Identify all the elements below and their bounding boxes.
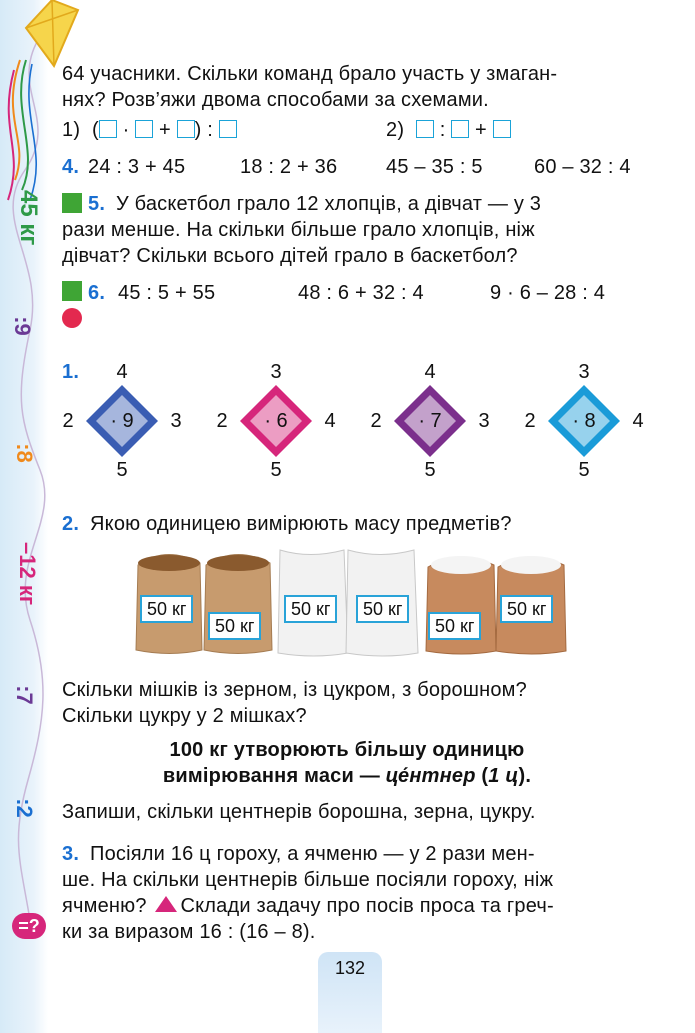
blank-box [177,120,195,138]
sidebar-label-45kg: 45 кг [15,190,42,246]
sidebar-label-div9: :9 [9,316,35,336]
diamond-bottom-number: 5 [270,459,282,481]
level-square-green [62,281,82,301]
rule-text: вимірювання маси — [162,765,386,787]
sidebar-label-div7: :7 [11,685,37,705]
rule-term-unit: 1 ц [488,765,519,787]
diamond-top-number: 3 [578,361,590,383]
diamond-bottom-number: 5 [578,459,590,481]
diamond-right-number: 4 [324,410,336,432]
diamond-left-number: 2 [524,410,536,432]
task5-line1: У баскетбол грало 12 хлопців, а дівчат — у 3 [116,193,542,215]
diamond-left-number: 2 [216,410,228,432]
task6-expr-1: 45 : 5 + 55 [118,282,216,304]
sidebar-label-minus12kg: –12 кг [15,542,40,605]
scheme-1: 1) ( · + ) : [62,118,237,143]
bags-question-line1: Скільки мішків із зерном, із цукром, з борошном? [62,679,527,701]
task3-line4: ки за виразом 16 : (16 – 8). [62,921,316,943]
sidebar-label-div8: :8 [11,443,37,463]
bag-mass-label: 50 кг [356,595,409,623]
rule-line2 [62,764,632,789]
scheme-1-label: 1) [62,119,81,141]
level-circle-red [62,308,82,328]
task6-expr-2: 48 : 6 + 32 : 4 [298,282,424,304]
blank-box [416,120,434,138]
blank-box [135,120,153,138]
task3-line1: Посіяли 16 ц гороху, а ячменю — у 2 рази мен- [90,843,535,865]
write-instruction: Запиши, скільки центнерів борошна, зерна, цукру. [62,801,536,823]
blank-box [493,120,511,138]
task6-number: 6. [88,282,106,304]
diamond-bottom-number: 5 [116,459,128,481]
task3-line3 [62,894,554,919]
task4-expr-4: 60 – 32 : 4 [534,156,631,178]
task4-expr-3: 45 – 35 : 5 [386,156,483,178]
task3-line3-start: ячменю? [62,895,147,917]
diamond-center-operation: · 9 [110,410,134,432]
diamond-right-number: 3 [170,410,182,432]
level-square-green [62,193,82,213]
intro-line1: 64 учасники. Скільки команд брало участь у змаган- [62,63,558,85]
diamond-bottom-number: 5 [424,459,436,481]
scheme-2-label: 2) [386,119,405,141]
page-number: 132 [334,958,366,978]
rule-text: ). [518,765,532,787]
blank-box [219,120,237,138]
task4-number: 4. [62,156,80,178]
rule-line1: 100 кг утворюють більшу одиницю [169,739,525,761]
blank-box [99,120,117,138]
rule-term-centner: це́нтнер [385,765,476,787]
diamond-top-number: 4 [424,361,436,383]
diamond-left-number: 2 [370,410,382,432]
sidebar-badge-equals-question: =? [12,913,46,939]
triangle-marker-icon [154,895,178,913]
diamond-right-number: 4 [632,410,644,432]
task5-line2: рази менше. На скільки більше грало хлопців, ніж [62,219,535,241]
task6-expr-3: 9 · 6 – 28 : 4 [490,282,606,304]
diamond-center-operation: · 7 [418,410,442,432]
kite-icon [22,0,80,68]
diamond-left-number: 2 [62,410,74,432]
bags-question-line2: Скільки цукру у 2 мішках? [62,705,307,727]
bag-mass-label: 50 кг [140,595,193,623]
scheme-2: 2) : + [386,118,511,143]
diamond-right-number: 3 [478,410,490,432]
task4-expr-2: 18 : 2 + 36 [240,156,338,178]
diamonds-number: 1. [62,361,80,383]
bag-mass-label: 50 кг [284,595,337,623]
task2-question: Якою одиницею вимірюють масу предметів? [90,513,512,535]
sidebar-label-div2: :2 [11,798,37,818]
task5-number: 5. [88,193,106,215]
task5-line3: дівчат? Скільки всього дітей грало в баскетбол? [62,245,518,267]
diamond-center-operation: · 6 [264,410,288,432]
task3-line3-end: Склади задачу про посів проса та греч- [180,895,554,917]
bag-mass-label: 50 кг [428,612,481,640]
bag-mass-label: 50 кг [500,595,553,623]
diamond-top-number: 3 [270,361,282,383]
task3-number: 3. [62,843,80,865]
diamond-center-operation: · 8 [572,410,596,432]
task3-line2: ше. На скільки центнерів більше посіяли гороху, ніж [62,869,554,891]
rule-text: ( [475,765,489,787]
intro-line2: нях? Розв’яжи двома способами за схемами. [62,89,489,111]
blank-box [451,120,469,138]
diamond-top-number: 4 [116,361,128,383]
diamond-row [60,355,690,490]
task2-number: 2. [62,513,80,535]
bag-mass-label: 50 кг [208,612,261,640]
task4-expr-1: 24 : 3 + 45 [88,156,186,178]
